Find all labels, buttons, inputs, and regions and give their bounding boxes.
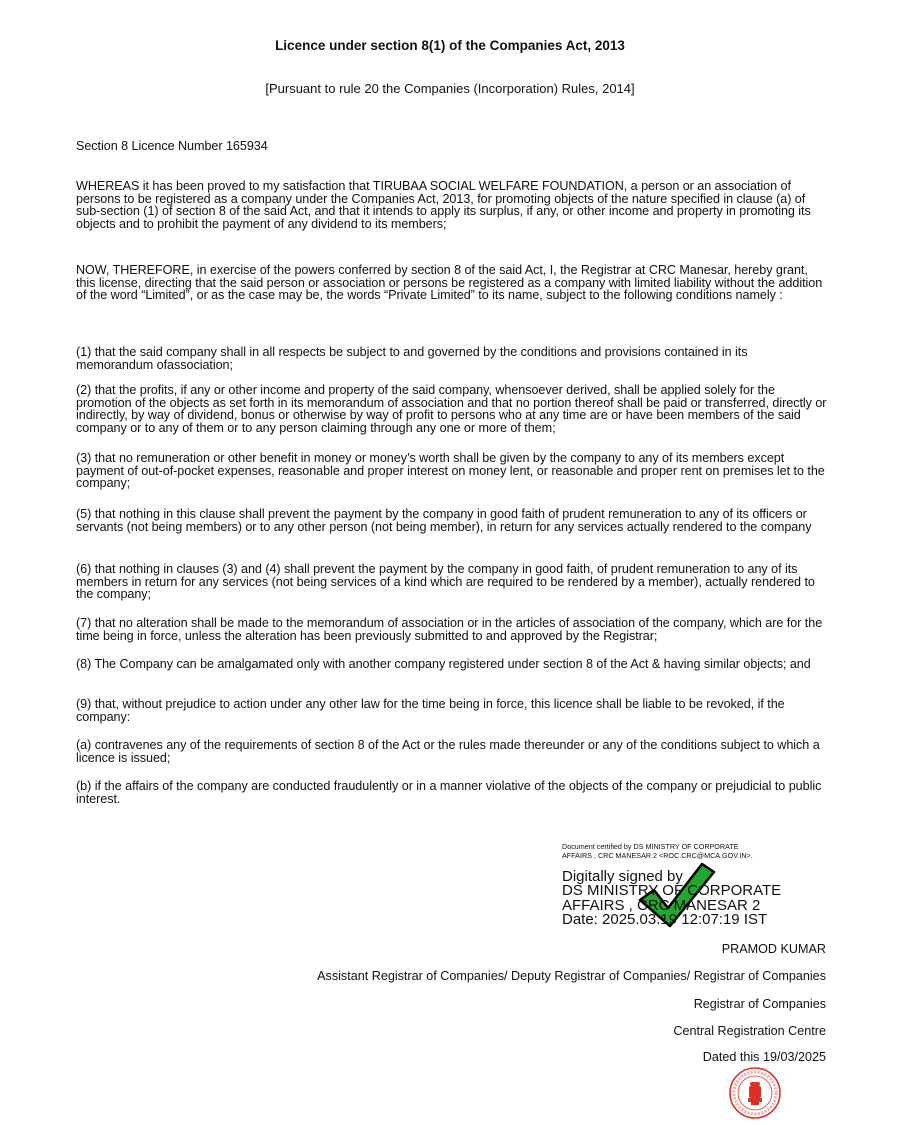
- document-subtitle: [Pursuant to rule 20 the Companies (Incorporation) Rules, 2014]: [265, 81, 635, 96]
- condition-b: (b) if the affairs of the company are conducted fraudulently or in a manner violative of the objects of the company or prejudicial to public interest.: [76, 779, 822, 806]
- condition-2: (2) that the profits, if any or other income and property of the said company, whensoever derived, shall be applied solely for the promotion of the objects as set forth in its memorandum of association and that no portion thereof shall be paid or transferred, directly or indirectly, by way of dividend, bonus or otherwise by way of profit to persons who at any time are or have been members of the said company or to any of them or to any person claiming through any one or more of them;: [76, 383, 827, 435]
- condition-1: (1) that the said company shall in all respects be subject to and governed by the conditions and provisions contained in its memorandum ofassociation;: [76, 345, 748, 372]
- paragraph-now-therefore: NOW, THEREFORE, in exercise of the powers conferred by section 8 of the said Act, I, the Registrar at CRC Manesar, hereby grant, this license, directing that the said person or association or persons be registered as a company with limited liability without the addition of the word “Limited”, or as the case may be, the words “Private Limited” to its name, subject to the following conditions namely :: [76, 263, 823, 303]
- certification-note: Document certified by DS MINISTRY OF CORPORATE AFFAIRS , CRC MANESAR 2 <ROC.CRC@MCA.GOV.IN>.: [562, 842, 753, 860]
- digital-signature-block: [562, 842, 842, 928]
- condition-3: (3) that no remuneration or other benefit in money or money’s worth shall be given by the company to any of its members except payment of out-of-pocket expenses, reasonable and proper interest on money lent, or reasonable and proper rent on premises let to the company;: [76, 451, 825, 491]
- condition-6: (6) that nothing in clauses (3) and (4) shall prevent the payment by the company in good faith, of prudent remuneration to any of its members in return for any services (not being services of a kind which are required to be rendered by a member), actually rendered to the company;: [76, 562, 815, 602]
- signatory-designation: Assistant Registrar of Companies/ Deputy Registrar of Companies/ Registrar of Companies: [317, 969, 826, 983]
- licence-number: Section 8 Licence Number 165934: [76, 139, 268, 153]
- condition-9: (9) that, without prejudice to action under any other law for the time being in force, this licence shall be liable to be revoked, if the company:: [76, 697, 785, 724]
- document-title: Licence under section 8(1) of the Companies Act, 2013: [275, 38, 625, 53]
- dated-line: Dated this 19/03/2025: [702, 1050, 826, 1064]
- signatory-name: PRAMOD KUMAR: [721, 942, 826, 956]
- ministry-seal-icon: [728, 1066, 782, 1120]
- paragraph-whereas: WHEREAS it has been proved to my satisfaction that TIRUBAA SOCIAL WELFARE FOUNDATION, a person or an association of persons to be registered as a company under the Companies Act, 2013, for promoting objects of the nature specified in clause (a) of sub-section (1) of section 8 of the said Act, and that it intends to apply its surplus, if any, or other income and property in promoting its objects and to prohibit the payment of any dividend to its members;: [76, 179, 811, 231]
- signatory-office: Registrar of Companies: [693, 997, 826, 1011]
- condition-8: (8) The Company can be amalgamated only with another company registered under section 8 of the Act & having similar objects; and: [76, 657, 811, 671]
- condition-a: (a) contravenes any of the requirements of section 8 of the Act or the rules made thereunder or any of the conditions subject to which a licence is issued;: [76, 738, 820, 765]
- condition-7: (7) that no alteration shall be made to the memorandum of association or in the articles of association of the company, which are for the time being in force, unless the alteration has been previously submitted to and approved by the Registrar;: [76, 616, 823, 643]
- signatory-centre: Central Registration Centre: [673, 1024, 826, 1038]
- condition-5: (5) that nothing in this clause shall prevent the payment by the company in good faith of prudent remuneration to any of its officers or servants (not being members) or to any other person (not being member), in return for any services actually rendered to the company: [76, 507, 812, 534]
- digital-signature-text[interactable]: Digitally signed by DS MINISTRY OF CORPORATE AFFAIRS , CRC MANESAR 2 Date: 2025.03.19 12:07:19 IST: [562, 870, 842, 928]
